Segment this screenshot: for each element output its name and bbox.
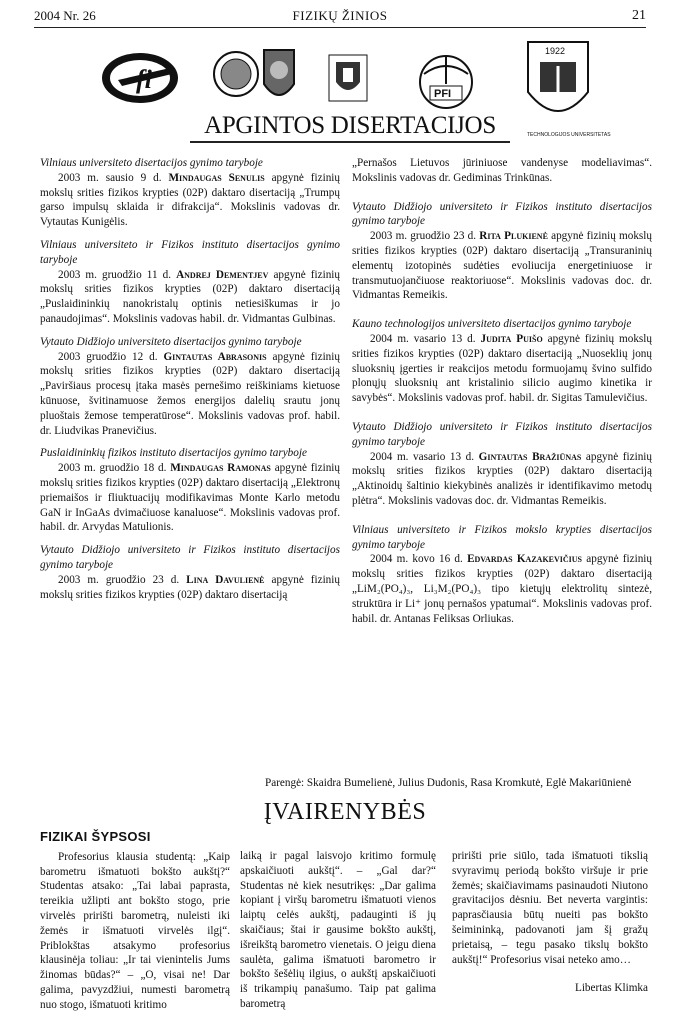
date: 2003 m. gruodžio 11 d. xyxy=(58,268,177,281)
institution: Kauno technologijos universiteto disertacijos gynimo taryboje xyxy=(352,318,632,331)
entry-text: apgynė fizinių mokslų srities fizikos krypties (02P) daktaro disertaciją „Transuraninių elementų izotopinės sudėties evoliucija energetiniuose ir transmutuojančiuose reaktoriuose“. Mokslinis vadovas doc. dr. Vidmantas Remeikis. xyxy=(352,230,652,302)
institution: Vilniaus universiteto disertacijos gynimo taryboje xyxy=(40,157,263,169)
humor-column-3 xyxy=(452,849,648,996)
humor-text: Profesorius klausia studentą: „Kaip barometru išmatuoti bokšto aukštį?“ Studentas atsako: „Tai labai paprasta, tereikia užlipti ant bokšto stogo, prie virvelės pririšti barometrą, nuleisti iki žemės ir išmatuoti virvelės ilgį“. Priblokštas atsakymo profesorius klausinėja toliau: „Ir tai vienintelis Jums žinomas būdas?“ – „O, visai ne! Dar galima, pavyzdžiui, numesti barometrą nuo stogo, išmatuoti kritimo xyxy=(40,850,230,1011)
date: 2004 m. vasario 13 d. xyxy=(370,332,481,345)
date: 2004 m. vasario 13 d. xyxy=(370,450,479,463)
section-title-miscellany: ĮVAIRENYBĖS xyxy=(263,799,427,825)
institution: Vytauto Didžiojo universiteto ir Fizikos instituto disertacijos gynimo taryboje xyxy=(352,200,652,228)
date: 2003 gruodžio 12 d. xyxy=(58,350,164,363)
author: Gintautas Bražiūnas xyxy=(478,450,582,463)
title-underline xyxy=(190,141,510,143)
institution: Vilniaus universiteto ir Fizikos mokslo krypties disertacijos gynimo taryboje xyxy=(352,523,652,551)
author: Mindaugas Senulis xyxy=(168,171,265,184)
entry xyxy=(40,446,340,535)
university-name: TECHNOLOGIJOS UNIVERSITETAS xyxy=(527,132,611,138)
issue-number: 2004 Nr. 26 xyxy=(34,8,96,23)
author: Edvardas Kazakevičius xyxy=(467,553,583,566)
crest-logo xyxy=(212,40,298,108)
institution: Vilniaus universiteto ir Fizikos instituto disertacijos gynimo taryboje xyxy=(40,238,340,266)
pfi-logo xyxy=(418,54,474,110)
column-right xyxy=(352,156,652,626)
date: 2003 m. sausio 9 d. xyxy=(58,171,169,184)
column-left xyxy=(40,156,340,602)
page-header xyxy=(34,6,646,26)
entry xyxy=(352,317,652,406)
entry xyxy=(40,238,340,327)
header-rule xyxy=(34,27,646,28)
entry-text: apgynė fizinių mokslų srities fizikos krypties (02P) daktaro disertaciją „Puslaidininkių nanokristalų optinis netiesiškumas ir jo panaudojimas“. Mokslinis vadovas habil. dr. Vidmantas Gulbinas. xyxy=(40,268,340,325)
pfi-logo-text: PFI xyxy=(434,88,452,100)
entry xyxy=(40,335,340,439)
entry-text: apgynė fizinių mokslų srities fizikos krypties (02P) daktaro disertaciją „LiM₂(PO₄)₃, Li₃M₂(PO₄)₃ tipo kietųjų elektrolitų sintezė, struktūra ir Li⁺ jonų pernašos ypatumai“. Mokslinis vadovas prof. habil. dr. Antanas Feliksas Orliukas. xyxy=(352,553,653,625)
section-title-dissertations: APGINTOS DISERTACIJOS xyxy=(190,112,510,143)
author: Mindaugas Ramonas xyxy=(170,462,271,475)
institution: Puslaidininkių fizikos instituto disertacijos gynimo taryboje xyxy=(40,447,307,460)
entry-text: apgynė fizinių mokslų srities fizikos krypties (02P) daktaro disertaciją „Trumpų garso impulsų sklaida ir difrakcija“. Mokslinis vadovas dr. Vytautas Kunigėlis. xyxy=(40,171,341,229)
institution: Vytauto Didžiojo universiteto ir Fizikos instituto disertacijos gynimo taryboje xyxy=(40,544,340,571)
institution: Vytauto Didžiojo universiteto disertacijos gynimo taryboje xyxy=(40,335,302,348)
entry xyxy=(40,156,340,230)
author-signature: Libertas Klimka xyxy=(574,982,648,995)
journal-title: FIZIKŲ ŽINIOS xyxy=(292,8,388,23)
entry-text: apgynė fizinių mokslų srities fizikos krypties (02P) daktaro disertaciją „Nuoseklių jonų sluoksnių įgerties ir reakcijos metodu formuojamų švino sulfido plonųjų sluoksnių ant kristalinio silicio augimo kinetika ir savybės“. Mokslinis vadovas prof. habil. dr. Sigitas Tamulevičius. xyxy=(352,332,652,405)
date: 2003 m. gruodžio 23 d. xyxy=(58,573,187,586)
humor-text: laiką ir pagal laisvojo kritimo formulę apskaičiuoti aukštį“. – „Gal dar?“ Studentas nė kiek nesutrikęs: „Dar galima kopiant į viršų barometru išmatuoti vienos laiptų celės aukštį, padauginti iš jų skaičiaus; štai ir gausime bokšto aukštį, išreikštą barometro vienetais. O jeigu diena saulėta, galima išmatuoti barometro ir bokšto šešėlių ilgius, o aukštį apskaičiuoti iš trikampių panašumo. Taip pat galima barometrą xyxy=(240,850,436,1010)
page-number: 21 xyxy=(632,8,646,23)
author: Andrej Dementjev xyxy=(176,268,269,281)
entry xyxy=(40,543,340,602)
svg-text:fi: fi xyxy=(136,65,152,94)
humor-text: pririšti prie siūlo, tada išmatuoti tikslią svyravimų periodą bokšto viršuje ir prie žemės; skaičiavimams pasinaudoti Niutono gravitacijos dėsniu. Bet neverta vargintis: paprasčiausia būtų nueiti pas bokšto šeimininką, padovanoti jam šį gražų prietaisą, – tegu pasako tikslų bokšto aukštį!“ Profesorius visai neteko amo… xyxy=(452,850,648,966)
entry-text: apgynė fizinių mokslų srities fizikos krypties (02P) daktaro disertaciją „Elektronų priemaišos ir fliuktuacijų modifikavimas Monte Karlo metodu GaN ir InGaAs dvimačiuose kanaluose“. Mokslinis vadovas prof. habil. dr. Arvydas Matulionis. xyxy=(40,462,340,534)
date: 2004 m. kovo 16 d. xyxy=(370,553,468,566)
humor-column-2 xyxy=(240,849,436,1012)
date: 2003 m. gruodžio 18 d. xyxy=(58,462,171,475)
university-logo xyxy=(526,40,611,144)
entry xyxy=(352,523,652,627)
institution: Vytauto Didžiojo universiteto ir Fizikos instituto disertacijos gynimo taryboje xyxy=(352,420,652,448)
humor-column-1 xyxy=(40,830,230,1013)
entry xyxy=(352,420,652,509)
continued-text: „Pernašos Lietuvos jūriniuose vandenyse modeliavimas“. Mokslinis vadovas dr. Gediminas Trinkūnas. xyxy=(352,157,652,184)
shield-logo xyxy=(328,54,368,102)
entry-text: apgynė fizinių mokslų srities fizikos krypties (02P) daktaro disertaciją „Paviršiaus procesų įtaka masės pernešimo reiškiniams kietuose kūnuose, švitinamuose žemos energijos dalelių srautu jonų pluoštais žemose temperatūrose“. Mokslinis vadovas prof. habil. dr. Liudvikas Pranevičius. xyxy=(40,350,340,437)
author: Judita Puišo xyxy=(480,332,543,345)
author: Lina Davulienė xyxy=(186,573,265,586)
entry-text: apgynė fizinių mokslų srities fizikos krypties (02P) daktaro disertaciją „Aktinoidų šaltinio kiekybinės analizės ir identifikavimo metodų plėtra“. Mokslinis vadovas doc. dr. Vidmantas Remeikis. xyxy=(352,450,652,507)
credit-line: Parengė: Skaidra Bumelienė, Julius Dudonis, Rasa Kromkutė, Eglė Makariūnienė xyxy=(265,777,632,789)
entry-text: apgynė fizinių mokslų srities fizikos krypties (02P) daktaro disertaciją xyxy=(40,573,340,601)
university-year: 1922 xyxy=(545,46,566,56)
author: Rita Plukienė xyxy=(479,230,548,243)
date: 2003 m. gruodžio 23 d. xyxy=(370,230,480,243)
fi-logo xyxy=(100,50,180,106)
entry xyxy=(352,200,652,304)
author: Gintautas Abrasonis xyxy=(163,350,267,363)
humor-title: FIZIKAI ŠYPSOSI xyxy=(40,829,151,844)
